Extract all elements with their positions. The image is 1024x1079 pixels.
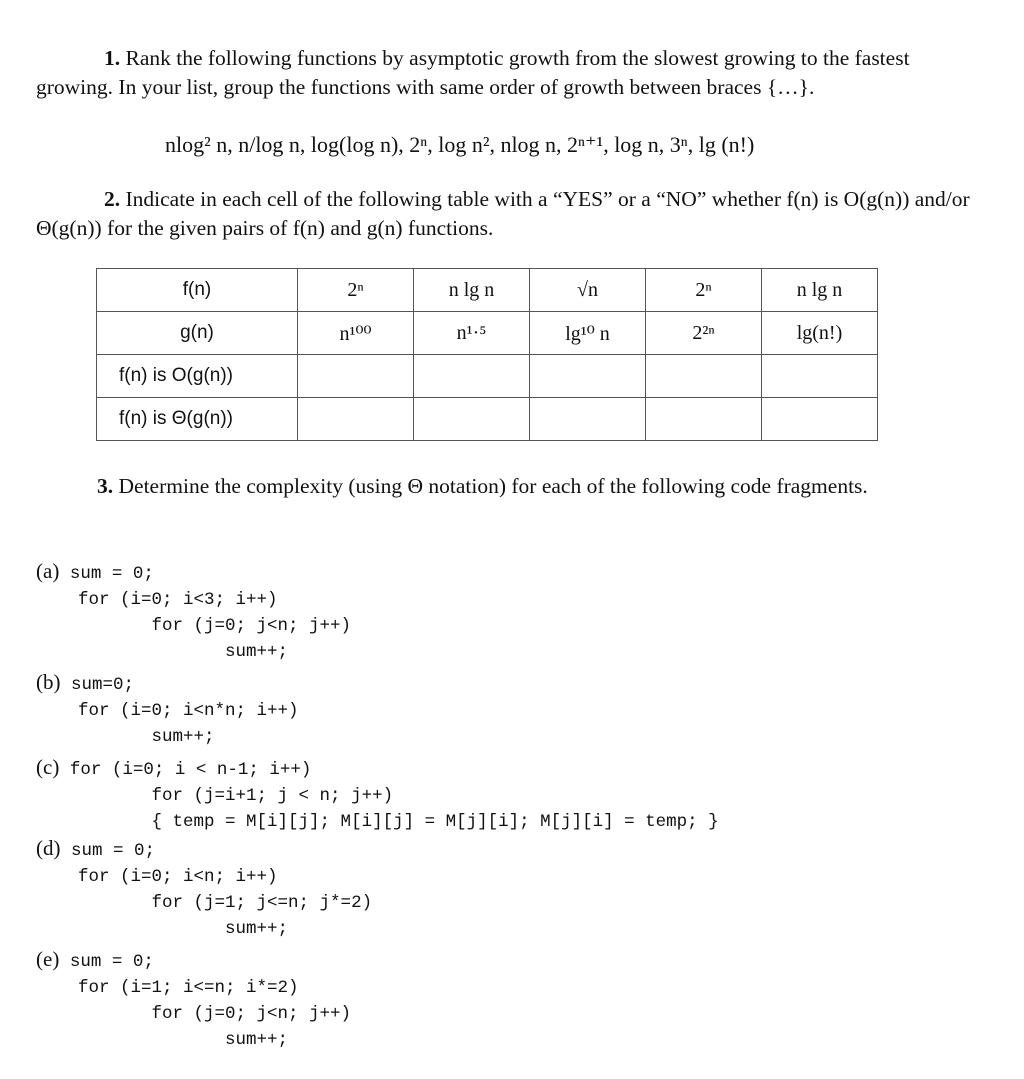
code-line: sum=0; xyxy=(71,675,135,695)
code-line: sum = 0; xyxy=(69,952,154,972)
code-line: for (i=0; i < n-1; i++) xyxy=(69,760,312,780)
question-2 xyxy=(36,185,986,243)
answer-cell[interactable] xyxy=(762,398,878,441)
answer-cell[interactable] xyxy=(646,355,762,398)
f-cell: 2ⁿ xyxy=(646,269,762,312)
code-line: for (j=0; j<n; j++) xyxy=(151,616,352,636)
g-cell: n¹⁰⁰ xyxy=(298,312,414,355)
row-label-big-o: f(n) is O(g(n)) xyxy=(97,355,298,398)
f-cell: n lg n xyxy=(414,269,530,312)
answer-cell[interactable] xyxy=(414,398,530,441)
g-cell: 2²ⁿ xyxy=(646,312,762,355)
f-cell: n lg n xyxy=(762,269,878,312)
g-cell: lg¹⁰ n xyxy=(530,312,646,355)
answer-cell[interactable] xyxy=(530,355,646,398)
fragment-label: (c) xyxy=(36,755,60,779)
fragment-label: (d) xyxy=(36,836,61,860)
g-cell: n¹·⁵ xyxy=(414,312,530,355)
table-row xyxy=(97,312,878,355)
answer-cell[interactable] xyxy=(762,355,878,398)
row-label-f: f(n) xyxy=(97,269,298,312)
code-line: sum = 0; xyxy=(69,564,154,584)
code-line: sum = 0; xyxy=(71,841,156,861)
fragment-label: (e) xyxy=(36,947,60,971)
code-line: for (j=1; j<=n; j*=2) xyxy=(151,893,373,913)
row-label-theta: f(n) is Θ(g(n)) xyxy=(97,398,298,441)
answer-cell[interactable] xyxy=(530,398,646,441)
question-1-number: 1. xyxy=(104,46,121,70)
answer-cell[interactable] xyxy=(298,398,414,441)
answer-cell[interactable] xyxy=(414,355,530,398)
question-3-text: Determine the complexity (using Θ notation) for each of the following code fragments. xyxy=(118,474,868,498)
code-fragment-c xyxy=(36,754,719,835)
question-2-text: Indicate in each cell of the following table with a “YES” or a “NO” whether f(n) is O(g(n)) and/or Θ(g(n)) for the given pairs of f(n) and g(n) functions. xyxy=(36,187,970,240)
row-label-g: g(n) xyxy=(97,312,298,355)
f-cell: 2ⁿ xyxy=(298,269,414,312)
code-line: sum++; xyxy=(225,919,289,939)
code-line: { temp = M[i][j]; M[i][j] = M[j][i]; M[j][i] = temp; } xyxy=(151,812,719,832)
code-fragment-a xyxy=(36,558,719,665)
answer-cell[interactable] xyxy=(646,398,762,441)
code-line: for (i=1; i<=n; i*=2) xyxy=(78,978,299,998)
table-row xyxy=(97,355,878,398)
code-line: for (i=0; i<n; i++) xyxy=(78,867,278,887)
fragment-label: (b) xyxy=(36,670,61,694)
code-line: for (j=0; j<n; j++) xyxy=(151,1004,352,1024)
code-fragment-d xyxy=(36,835,719,942)
question-3 xyxy=(97,474,868,499)
code-line: sum++; xyxy=(225,642,289,662)
code-fragment-b xyxy=(36,669,719,750)
fragment-label: (a) xyxy=(36,559,60,583)
g-cell: lg(n!) xyxy=(762,312,878,355)
code-line: sum++; xyxy=(151,727,215,747)
code-line: for (i=0; i<n*n; i++) xyxy=(78,701,299,721)
table-row xyxy=(97,269,878,312)
question-1 xyxy=(36,44,986,102)
code-line: for (j=i+1; j < n; j++) xyxy=(151,786,394,806)
code-line: sum++; xyxy=(225,1030,289,1050)
question-1-text: Rank the following functions by asymptotic growth from the slowest growing to the fastest growing. In your list, group the functions with same order of growth between braces {…}. xyxy=(36,46,910,99)
answer-cell[interactable] xyxy=(298,355,414,398)
table-row xyxy=(97,398,878,441)
question-3-number: 3. xyxy=(97,474,114,498)
code-fragment-e xyxy=(36,946,719,1053)
asymptotic-table xyxy=(96,268,878,441)
function-list: nlog² n, n/log n, log(log n), 2ⁿ, log n², nlog n, 2ⁿ⁺¹, log n, 3ⁿ, lg (n!) xyxy=(165,132,755,157)
question-2-number: 2. xyxy=(104,187,121,211)
code-line: for (i=0; i<3; i++) xyxy=(78,590,278,610)
f-cell: √n xyxy=(530,269,646,312)
